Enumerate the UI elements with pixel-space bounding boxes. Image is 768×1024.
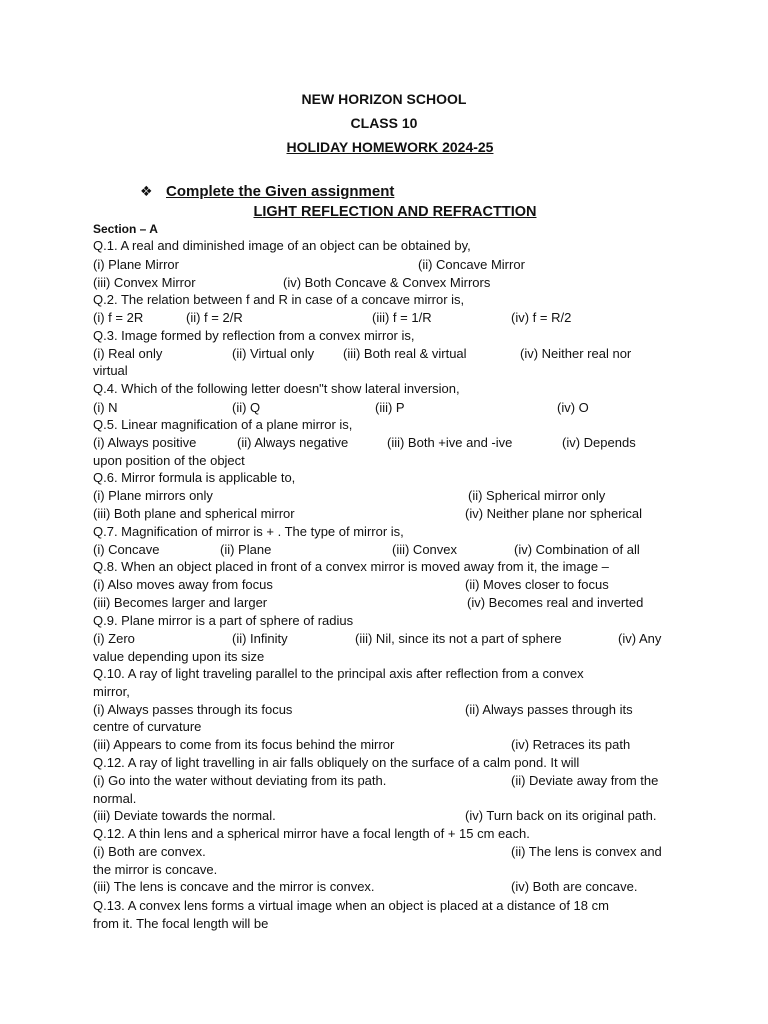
option: (ii) Plane [220, 542, 272, 557]
option: (iv) Neither plane nor spherical [465, 506, 643, 521]
option: (iv) O [557, 400, 589, 415]
option: (iv) Depends [562, 435, 636, 450]
option: (iv) Any [618, 631, 662, 646]
option: (ii) Concave Mirror [418, 257, 525, 272]
option: (iii) Both real & virtual [343, 346, 467, 361]
option: (iii) Deviate towards the normal. [93, 808, 276, 823]
option: (iv) Both are concave. [511, 879, 638, 894]
option: (i) Real only [93, 346, 163, 361]
option: (i) Both are convex. [93, 844, 206, 859]
option: (ii) Always negative [237, 435, 349, 450]
option: (ii) Deviate away from the [511, 773, 659, 788]
option: (ii) Moves closer to focus [465, 577, 609, 592]
option: (iv) Retraces its path [511, 737, 631, 752]
question-text: Q.8. When an object placed in front of a convex mirror is moved away from it, the image – [93, 559, 609, 574]
question-text: Q.12. A ray of light travelling in air falls obliquely on the surface of a calm pond. It will [93, 755, 580, 770]
option-continuation: centre of curvature [93, 719, 202, 734]
school-name: NEW HORIZON SCHOOL [301, 91, 467, 107]
option: (iii) f = 1/R [372, 310, 432, 325]
option: (ii) f = 2/R [186, 310, 243, 325]
question-text: Q.7. Magnification of mirror is + . The type of mirror is, [93, 524, 404, 539]
topic-title: LIGHT REFLECTION AND REFRACTTION [253, 204, 537, 220]
option: (i) Concave [93, 542, 160, 557]
option: (iii) Both +ive and -ive [387, 435, 513, 450]
question-continuation: from it. The focal length will be [93, 916, 269, 931]
diamond-bullet-icon: ❖ [140, 183, 153, 199]
question-text: Q.10. A ray of light traveling parallel to the principal axis after reflection from a convex [93, 666, 584, 681]
option: (iv) Turn back on its original path. [465, 808, 657, 823]
option: (ii) Q [232, 400, 261, 415]
option: (i) f = 2R [93, 310, 144, 325]
option: (i) Go into the water without deviating from its path. [93, 773, 387, 788]
question-text: Q.13. A convex lens forms a virtual image when an object is placed at a distance of 18 cm [93, 898, 609, 913]
option: (iv) Combination of all [514, 542, 640, 557]
option: (ii) Virtual only [232, 346, 315, 361]
option: (iii) P [375, 400, 405, 415]
question-text: Q.9. Plane mirror is a part of sphere of radius [93, 613, 354, 628]
option: (i) Plane mirrors only [93, 488, 213, 503]
option-continuation: upon position of the object [93, 453, 245, 468]
option: (iii) Nil, since its not a part of sphere [355, 631, 562, 646]
question-text: Q.3. Image formed by reflection from a convex mirror is, [93, 328, 415, 343]
option: (iv) Neither real nor [520, 346, 632, 361]
option: (ii) Infinity [232, 631, 288, 646]
question-text: Q.2. The relation between f and R in case of a concave mirror is, [93, 292, 465, 307]
question-text: Q.6. Mirror formula is applicable to, [93, 470, 296, 485]
option: (i) Always positive [93, 435, 197, 450]
homework-heading [6, 138, 768, 156]
question-text: Q.5. Linear magnification of a plane mirror is, [93, 417, 353, 432]
homework-heading-text: HOLIDAY HOMEWORK 2024-25 [286, 139, 494, 155]
option-continuation: value depending upon its size [93, 649, 265, 664]
question-continuation: mirror, [93, 684, 130, 699]
section-label: Section – A [93, 222, 158, 236]
option: (iii) Convex Mirror [93, 275, 196, 290]
question-text: Q.12. A thin lens and a spherical mirror have a focal length of + 15 cm each. [93, 826, 530, 841]
option: (iii) Becomes larger and larger [93, 595, 268, 610]
option: (iv) f = R/2 [511, 310, 572, 325]
option: (iv) Becomes real and inverted [467, 595, 644, 610]
option-continuation: the mirror is concave. [93, 862, 218, 877]
option: (i) N [93, 400, 118, 415]
option: (ii) Always passes through its [465, 702, 633, 717]
option: (iii) Appears to come from its focus behind the mirror [93, 737, 395, 752]
option-continuation: normal. [93, 791, 137, 806]
option: (iii) Both plane and spherical mirror [93, 506, 295, 521]
option: (iv) Both Concave & Convex Mirrors [283, 275, 491, 290]
assignment-instruction [140, 181, 394, 202]
option: (iii) The lens is concave and the mirror is convex. [93, 879, 375, 894]
option: (i) Zero [93, 631, 135, 646]
class-heading: CLASS 10 [350, 115, 418, 131]
question-text: Q.4. Which of the following letter doesn"t show lateral inversion, [93, 381, 460, 396]
option: (iii) Convex [392, 542, 458, 557]
assignment-text: Complete the Given assignment [166, 183, 395, 200]
option: (ii) The lens is convex and [511, 844, 662, 859]
option-continuation: virtual [93, 363, 128, 378]
question-text: Q.1. A real and diminished image of an object can be obtained by, [93, 238, 471, 253]
option: (i) Also moves away from focus [93, 577, 273, 592]
option: (i) Plane Mirror [93, 257, 179, 272]
option: (i) Always passes through its focus [93, 702, 293, 717]
option: (ii) Spherical mirror only [468, 488, 606, 503]
